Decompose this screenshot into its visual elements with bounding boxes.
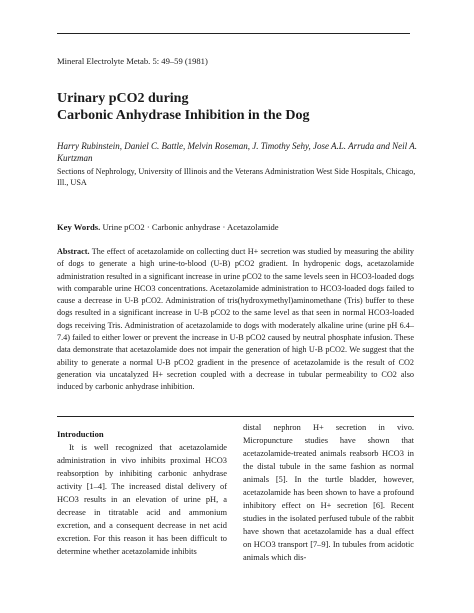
author-list: Harry Rubinstein, Daniel C. Battle, Melvin Roseman, J. Timothy Sehy, Jose A.L. Arruda and Neil A. Kurtzman <box>57 141 417 163</box>
keywords-label: Key Words. <box>57 222 101 232</box>
keywords <box>57 222 279 232</box>
keywords-text: Urine pCO2 · Carbonic anhydrase · Acetazolamide <box>102 222 279 232</box>
title-line-1: Urinary pCO2 during <box>57 91 189 106</box>
introduction-left-text: It is well recognized that acetazolamide administration in vivo inhibits proximal HCO3 reabsorption by inhibiting carbonic anhydrase activity [1–4]. The increased distal delivery of HCO3 results in an elevation of urine pH, a decrease in titratable acid and ammonium excretion, and a consequent decrease in net acid excretion. For this reason it has been difficult to determine whether acetazolamide inhibits <box>57 443 227 556</box>
right-column <box>243 421 414 564</box>
abstract <box>57 246 414 394</box>
abstract-label: Abstract. <box>57 247 90 256</box>
left-column <box>57 428 227 558</box>
title-line-2: Carbonic Anhydrase Inhibition in the Dog <box>57 108 310 123</box>
affiliation: Sections of Nephrology, University of Illinois and the Veterans Administration West Side Hospitals, Chicago, Ill., USA <box>57 167 416 187</box>
introduction-right-text: distal nephron H+ secretion in vivo. Micropuncture studies have shown that acetazolamide-treated animals reabsorb HCO3 in the distal tubule in the same fashion as normal animals [5]. In the turtle bladder, however, acetazolamide has been shown to have a profound inhibitory effect on H+ secretion [6]. Recent studies in the isolated perfused tubule of the rabbit have shown that acetazolamide has a dual effect on HCO3 transport [7–9]. In tubules from acidotic animals which dis- <box>243 423 414 562</box>
introduction-heading: Introduction <box>57 429 104 439</box>
top-rule <box>57 33 410 34</box>
section-rule <box>57 416 414 417</box>
article-title <box>57 90 309 124</box>
abstract-text: The effect of acetazolamide on collecting duct H+ secretion was studied by measuring the ability of dogs to generate a high urine-to-blood (U-B) pCO2 gradient. In hydropenic dogs, acetazolamide administration resulted in a significant increase in urine pCO2 to the same levels seen in HCO3-loaded dogs with comparable urine HCO3 concentrations. Acetazolamide administration to HCO3-loaded dogs failed to cause a decrease in U-B pCO2. Administration of tris(hydroxymethyl)aminomethane (Tris) buffer to these dogs resulted in a significant increase in U-B pCO2 to the same level as that seen in normal HCO3-loaded dogs receiving Tris. Administration of acetazolamide to dogs with moderately alkaline urine (urine pH 6.4–7.4) failed to either lower or prevent the increase in U-B pCO2 caused by neutral phosphate infusion. These data demonstrate that acetazolamide does not impair the generation of high U-B pCO2. We suggest that the ability to generate a normal U-B pCO2 gradient in the presence of acetazolamide is the result of CO2 generation via uncatalyzed H+ secretion coupled with a decrease in tubular permeability to CO2 also induced by carbonic anhydrase inhibition. <box>57 247 414 392</box>
journal-citation: Mineral Electrolyte Metab. 5: 49–59 (1981) <box>57 56 208 66</box>
